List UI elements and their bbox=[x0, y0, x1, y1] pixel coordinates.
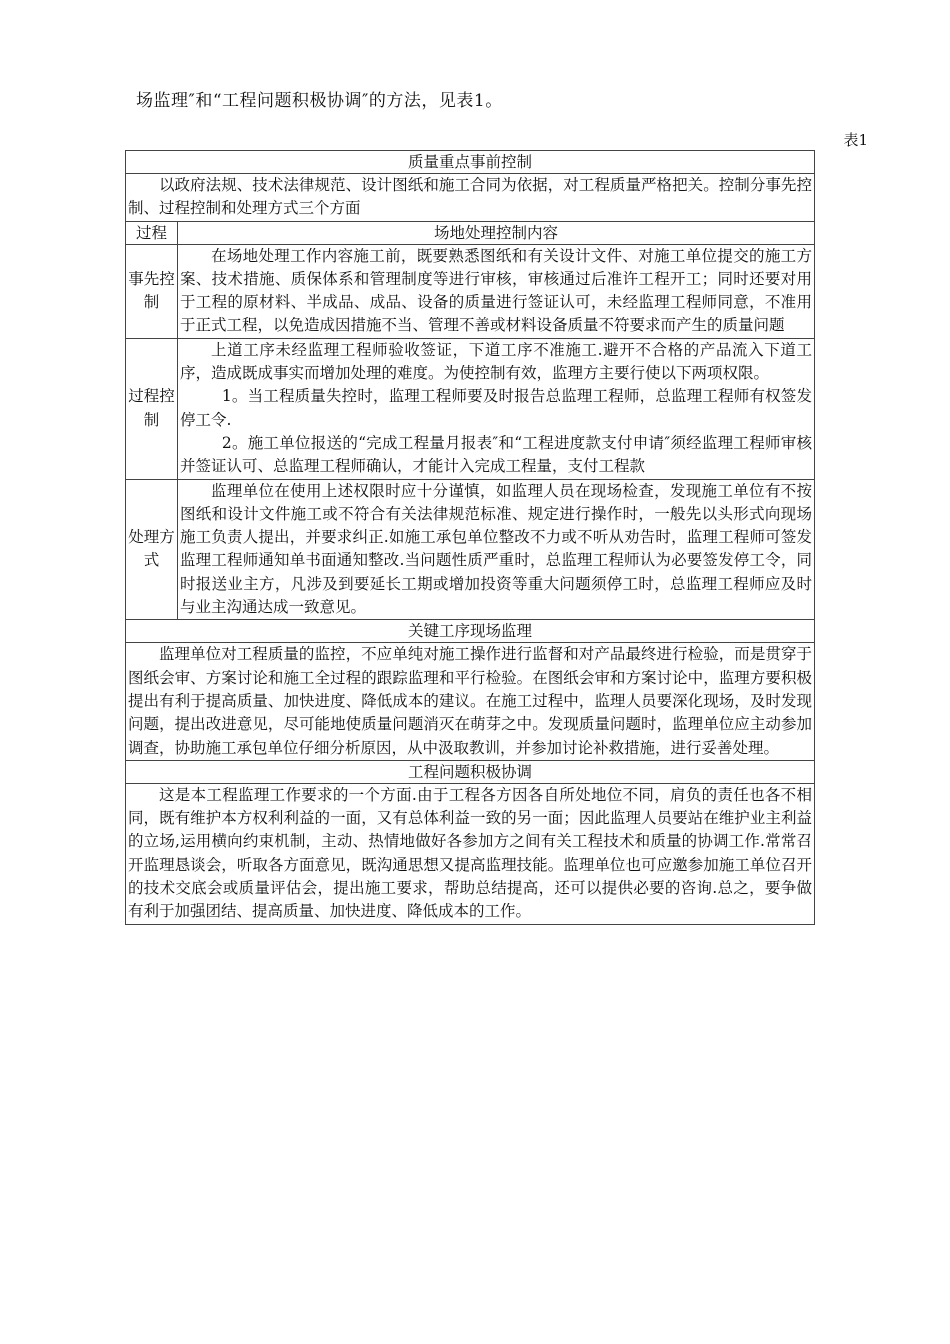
section-content-row bbox=[126, 783, 815, 924]
paragraph: 1。当工程质量失控时，监理工程师要及时报告总监理工程师，总监理工程师有权签发停工令. bbox=[180, 387, 812, 429]
row-label-pre-control: 事先控制 bbox=[126, 244, 178, 338]
row-content-pre-control bbox=[178, 244, 815, 338]
column-header-process: 过程 bbox=[126, 221, 178, 244]
column-header-row bbox=[126, 221, 815, 244]
table-row bbox=[126, 479, 815, 620]
table-row bbox=[126, 244, 815, 338]
section-title-key-process: 关键工序现场监理 bbox=[126, 620, 815, 643]
paragraph: 监理单位在使用上述权限时应十分谨慎，如监理人员在现场检查，发现施工单位有不按图纸和设计文件施工或不符合有关法律规范标准、规定进行操作时，一般先以头形式向现场施工负责人提出，并要求纠正.如施工承包单位整改不力或不听从劝告时，监理工程师可签发监理工程师通知单书面通知整改.当问题性质严重时，总监理工程师认为必要签发停工令，同时报送业主方，凡涉及到要延长工期或增加投资等重大问题须停工时，总监理工程师应及时与业主沟通达成一致意见。 bbox=[180, 481, 812, 617]
section-title-coordination: 工程问题积极协调 bbox=[126, 760, 815, 783]
description-row bbox=[126, 174, 815, 222]
table-row bbox=[126, 338, 815, 479]
supervision-table bbox=[125, 150, 815, 925]
key-process-text: 监理单位对工程质量的监控，不应单纯对施工操作进行监督和对产品最终进行检验，而是贯穿于图纸会审、方案讨论和施工全过程的跟踪监理和平行检验。在图纸会审和方案讨论中，监理方要积极提出有利于提高质量、加快进度、降低成本的建议。在施工过程中，监理人员要深化现场，及时发现问题，提出改进意见，尽可能地使质量问题消灭在萌芽之中。发现质量问题时，监理单位应主动参加调查，协助施工承包单位仔细分析原因，从中汲取教训，并参加讨论补救措施，进行妥善处理。 bbox=[126, 643, 815, 760]
section-header-row bbox=[126, 760, 815, 783]
row-label-process-control: 过程控制 bbox=[126, 338, 178, 479]
row-content-process-control bbox=[178, 338, 815, 479]
column-header-content: 场地处理控制内容 bbox=[178, 221, 815, 244]
section-title-quality-control: 质量重点事前控制 bbox=[126, 151, 815, 174]
section-header-row bbox=[126, 620, 815, 643]
quality-control-description: 以政府法规、技术法律规范、设计图纸和施工合同为依据，对工程质量严格把关。控制分事先控制、过程控制和处理方式三个方面 bbox=[126, 174, 815, 222]
intro-text: 场监理″和“工程问题积极协调″的方法，见表1。 bbox=[136, 91, 503, 111]
section-header-row bbox=[126, 151, 815, 174]
section-content-row bbox=[126, 643, 815, 760]
table-number: 表1 bbox=[843, 131, 868, 149]
coordination-text: 这是本工程监理工作要求的一个方面.由于工程各方因各自所处地位不同，肩负的责任也各不相同，既有维护本方权利利益的一面，又有总体利益一致的另一面；因此监理人员要站在维护业主利益的立场,运用横向约束机制，主动、热情地做好各参加方之间有关工程技术和质量的协调工作.常常召开监理恳谈会，听取各方面意见，既沟通思想又提高监理技能。监理单位也可应邀参加施工单位召开的技术交底会或质量评估会，提出施工要求，帮助总结提高，还可以提供必要的咨询.总之，要争做有利于加强团结、提高质量、加快进度、降低成本的工作。 bbox=[126, 783, 815, 924]
paragraph: 在场地处理工作内容施工前，既要熟悉图纸和有关设计文件、对施工单位提交的施工方案、技术措施、质保体系和管理制度等进行审核，审核通过后准许工程开工；同时还要对用于工程的原材料、半成品、成品、设备的质量进行签证认可，未经监理工程师同意，不准用于正式工程，以免造成因措施不当、管理不善或材料设备质量不符要求而产生的质量问题 bbox=[180, 246, 812, 335]
paragraph: 上道工序未经监理工程师验收签证，下道工序不准施工.避开不合格的产品流入下道工序，造成既成事实而增加处理的难度。为使控制有效，监理方主要行使以下两项权限。 bbox=[180, 340, 812, 383]
row-label-handling-method: 处理方式 bbox=[126, 479, 178, 620]
row-content-handling-method bbox=[178, 479, 815, 620]
paragraph: 2。施工单位报送的“完成工程量月报表″和“工程进度款支付申请″须经监理工程师审核并签证认可、总监理工程师确认，才能计入完成工程量，支付工程款 bbox=[180, 433, 812, 476]
